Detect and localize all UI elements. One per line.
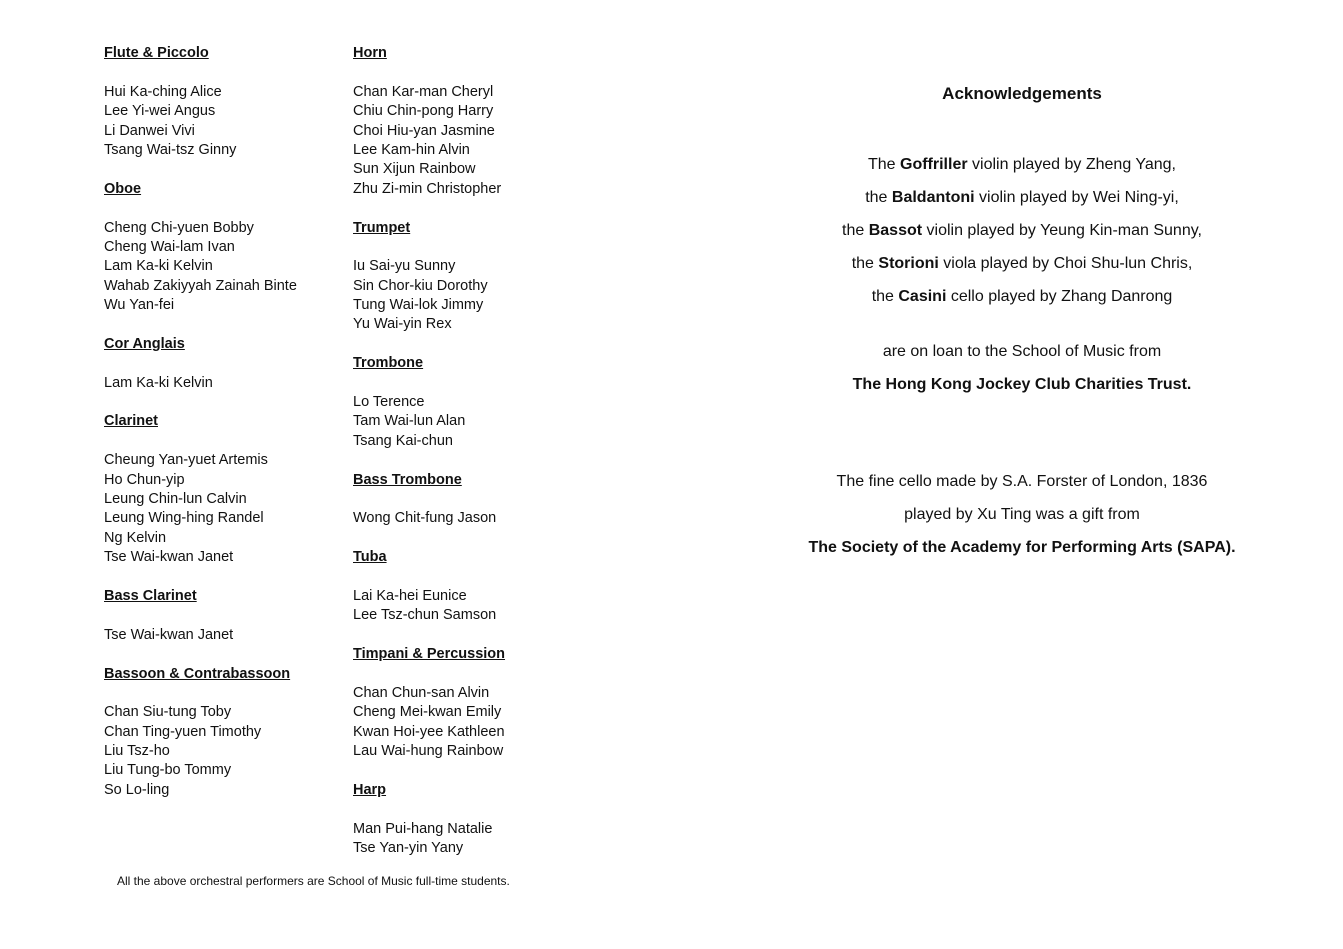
performer-name: Tam Wai-lun Alan xyxy=(353,413,466,430)
instrument-section xyxy=(104,335,344,393)
loan-trust: The Hong Kong Jockey Club Charities Trust. xyxy=(852,376,1192,393)
performer-name: Wong Chit-fung Jason xyxy=(353,510,497,527)
instrument-section xyxy=(353,645,593,761)
performer-name: Cheung Yan-yuet Artemis xyxy=(104,452,268,469)
performer-name: Lam Ka-ki Kelvin xyxy=(104,374,213,391)
instrument-loan-line: the Casini cello played by Zhang Danrong xyxy=(871,288,1173,305)
section-heading: Tuba xyxy=(353,549,387,566)
cello-gift-statement xyxy=(770,465,1274,564)
performer-name: So Lo-ling xyxy=(104,781,170,798)
cello-line-1: The fine cello made by S.A. Forster of London, 1836 xyxy=(836,473,1208,490)
performer-name: Man Pui-hang Natalie xyxy=(353,820,493,837)
section-heading: Cor Anglais xyxy=(104,335,185,352)
section-heading: Trombone xyxy=(353,355,424,372)
section-heading: Oboe xyxy=(104,180,142,197)
performer-name: Tsang Kai-chun xyxy=(353,432,453,449)
performer-name: Liu Tung-bo Tommy xyxy=(104,762,232,779)
instrument-loan-line: the Storioni viola played by Choi Shu-lun Chris, xyxy=(851,255,1193,272)
section-heading: Trumpet xyxy=(353,219,411,236)
performer-name: Kwan Hoi-yee Kathleen xyxy=(353,723,505,740)
performer-name: Chan Chun-san Alvin xyxy=(353,684,490,701)
section-heading: Timpani & Percussion xyxy=(353,646,506,663)
instrument-maker: Bassot xyxy=(868,222,923,239)
performer-name: Lam Ka-ki Kelvin xyxy=(104,258,213,275)
performer-name: Tsang Wai-tsz Ginny xyxy=(104,141,237,158)
instrument-section xyxy=(353,781,593,859)
instrument-section xyxy=(104,44,344,160)
instrument-loan-line: The Goffriller violin played by Zheng Yang, xyxy=(867,156,1176,173)
performer-name: Ng Kelvin xyxy=(104,529,167,546)
instrument-loans xyxy=(770,148,1274,313)
performer-name: Leung Wing-hing Randel xyxy=(104,510,264,527)
instrument-section xyxy=(104,180,344,316)
performer-name: Lee Tsz-chun Samson xyxy=(353,607,497,624)
performer-name: Tung Wai-lok Jimmy xyxy=(353,297,484,314)
section-heading: Harp xyxy=(353,781,387,798)
performer-name: Lau Wai-hung Rainbow xyxy=(353,743,504,760)
cello-line-2: played by Xu Ting was a gift from xyxy=(904,506,1140,523)
performer-name: Wu Yan-fei xyxy=(104,297,175,314)
instrument-section xyxy=(104,412,344,567)
performer-name: Zhu Zi-min Christopher xyxy=(353,180,502,197)
performer-name: Choi Hiu-yan Jasmine xyxy=(353,122,495,139)
performer-name: Ho Chun-yip xyxy=(104,471,185,488)
performer-name: Lee Kam-hin Alvin xyxy=(353,141,470,158)
performer-name: Sin Chor-kiu Dorothy xyxy=(353,277,488,294)
performer-name: Wahab Zakiyyah Zainah Binte xyxy=(104,277,297,294)
instrument-maker: Goffriller xyxy=(900,156,968,173)
instrument-maker: Baldantoni xyxy=(891,189,975,206)
performer-name: Liu Tsz-ho xyxy=(104,743,170,760)
section-heading: Flute & Piccolo xyxy=(104,45,209,61)
section-heading: Clarinet xyxy=(104,413,158,430)
section-heading: Bass Trombone xyxy=(353,471,462,488)
performer-name: Lai Ka-hei Eunice xyxy=(353,587,467,604)
performer-name: Li Danwei Vivi xyxy=(104,122,195,139)
performer-name: Yu Wai-yin Rex xyxy=(353,316,452,333)
performer-name: Hui Ka-ching Alice xyxy=(104,83,222,100)
performer-name: Cheng Chi-yuen Bobby xyxy=(104,219,254,236)
section-heading: Bass Clarinet xyxy=(104,587,197,604)
loan-statement xyxy=(770,335,1274,401)
performer-name: Chan Kar-man Cheryl xyxy=(353,83,494,100)
instrument-loan-line: the Baldantoni violin played by Wei Ning-yi, xyxy=(865,189,1179,206)
left-roster-column xyxy=(104,44,344,820)
performer-name: Cheng Mei-kwan Emily xyxy=(353,704,502,721)
instrument-section xyxy=(353,354,593,451)
acknowledgements-title: Acknowledgements xyxy=(942,84,1102,103)
performer-name: Tse Wai-kwan Janet xyxy=(104,626,234,643)
performer-name: Tse Yan-yin Yany xyxy=(353,840,464,857)
instrument-section xyxy=(353,44,593,199)
roster-footnote: All the above orchestral performers are School of Music full-time students. xyxy=(117,874,510,888)
performer-name: Chan Ting-yuen Timothy xyxy=(104,723,262,740)
instrument-section xyxy=(104,665,344,801)
section-heading: Bassoon & Contrabassoon xyxy=(104,665,291,682)
instrument-section xyxy=(353,471,593,529)
instrument-maker: Storioni xyxy=(878,255,939,272)
performer-name: Chiu Chin-pong Harry xyxy=(353,103,494,120)
performer-name: Cheng Wai-lam Ivan xyxy=(104,238,235,255)
performer-name: Lee Yi-wei Angus xyxy=(104,103,216,120)
instrument-loan-line: the Bassot violin played by Yeung Kin-man Sunny, xyxy=(842,222,1202,239)
performer-name: Sun Xijun Rainbow xyxy=(353,161,476,178)
performer-name: Chan Siu-tung Toby xyxy=(104,704,232,721)
instrument-section xyxy=(353,548,593,626)
performer-name: Leung Chin-lun Calvin xyxy=(104,490,247,507)
instrument-maker: Casini xyxy=(898,288,947,305)
section-heading: Horn xyxy=(353,45,387,61)
performer-name: Iu Sai-yu Sunny xyxy=(353,258,456,275)
performer-name: Tse Wai-kwan Janet xyxy=(104,549,234,566)
performer-name: Lo Terence xyxy=(353,394,425,411)
instrument-section xyxy=(104,587,344,645)
cello-donor: The Society of the Academy for Performing Arts (SAPA). xyxy=(808,539,1236,556)
instrument-section xyxy=(353,219,593,335)
middle-roster-column xyxy=(353,44,593,878)
loan-line: are on loan to the School of Music from xyxy=(882,343,1162,360)
